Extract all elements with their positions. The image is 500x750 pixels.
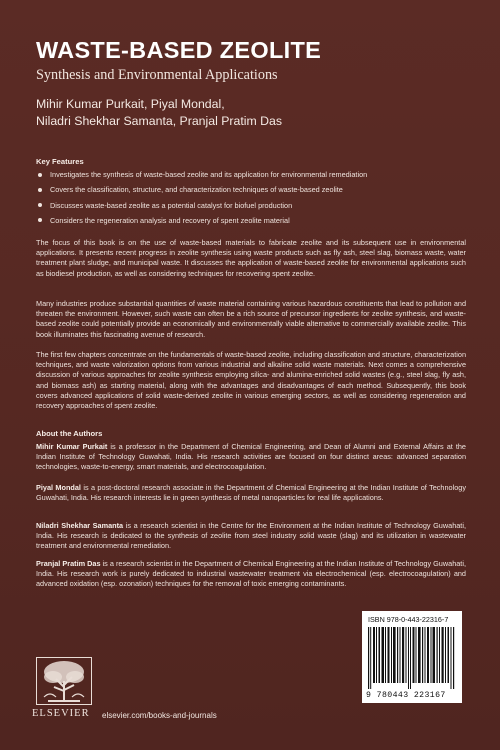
key-features-list [36,170,466,231]
authors-line: Mihir Kumar Purkait, Piyal Mondal, [36,97,225,111]
book-subtitle: Synthesis and Environmental Applications [36,67,278,83]
authors-line: Niladri Shekhar Samanta, Pranjal Pratim Das [36,114,283,128]
feature-item: Considers the regeneration analysis and recovery of spent zeolite material [36,216,466,225]
author-bio-text: is a post-doctoral research associate in the Department of Chemical Engineering at the Indian Institute of Technology Guwahati, India. His research interests lie in green synthesis of metal nanoparticles for real life applications. [36,483,466,503]
description-paragraph: The focus of this book is on the use of waste-based materials to fabricate zeolite and its subsequent use in environmental applications. It presents recent progress in zeolite synthesis using waste products such as fly ash, steel slag, biomass waste, water treatment plant sludge, and municipal waste. It discusses the application of waste-based zeolite for environmental applications such as biodiesel production, as well as considering techniques for recovering spent zeolite. [36,238,466,278]
author-name: Mihir Kumar Purkait [36,442,108,451]
barcode-number: 9 780443 223167 [366,691,446,700]
barcode [368,627,456,689]
author-name: Piyal Mondal [36,483,81,492]
author-bio-text: is a research scientist in the Department of Chemical Engineering at the Indian Institute of Technology Guwahati, India. His research work is purely dedicated to industrial wastewater treatment via electrochemical (esp. electrocoagulation) and advanced oxidation (esp. ozonation) techniques for the removal of toxic emerging contaminants. [36,559,466,589]
about-authors-heading: About the Authors [36,429,103,438]
author-name: Pranjal Pratim Das [36,559,101,568]
description-paragraph: Many industries produce substantial quantities of waste material containing various hazardous constituents that lead to pollution and threaten the environment. However, such waste can often be a rich source of precursor ingredients for zeolite synthesis, and waste-based zeolite could potentially provide an economically and environmentally viable alternative to commercially available zeolite. This book illuminates this fascinating avenue of research. [36,299,466,339]
author-name: Niladri Shekhar Samanta [36,521,124,530]
elsevier-tree-logo-icon [36,657,92,705]
author-bio-text: is a professor in the Department of Chemical Engineering, and Dean of Alumni and External Affairs at the Indian Institute of Technology Guwahati, India. His research activities are focused on four distinct areas: advanced separation technologies, waste-to-energy, smart materials, and electrocoagulation. [36,442,466,472]
feature-item: Covers the classification, structure, and characterization techniques of waste-based zeolite [36,185,466,194]
publisher-url[interactable]: elsevier.com/books-and-journals [102,711,217,720]
feature-item: Discusses waste-based zeolite as a potential catalyst for biofuel production [36,201,466,210]
author-bio [36,521,466,552]
author-bio-text: is a research scientist in the Centre for the Environment at the Indian Institute of Technology Guwahati, India. His research is dedicated to the synthesis of zeolite from steel industry solid waste (slag) and its utilization in wastewater treatment and environmental remediation. [36,521,466,551]
author-list [36,96,282,130]
feature-item: Investigates the synthesis of waste-based zeolite and its application for environmental remediation [36,170,466,179]
author-bio [36,559,466,590]
description-paragraph: The first few chapters concentrate on the fundamentals of waste-based zeolite, including classification and structure, characterization techniques, and waste valorization options from various industrial and alkaline solid waste materials. Next comes a comprehensive discussion of various approaches for zeolite synthesis employing silica- and alumina-enriched solid wastes (e.g., steel slag, fly ash, and biomass ash) as starting material, along with the advantages and disadvantages of each method. Subsequently, this book covers advanced applications of solid waste-derived zeolite in various emerging sectors, as well as considering regeneration and recovery approaches of spent zeolite. [36,350,466,411]
author-bio [36,483,466,503]
isbn-barcode-box [362,611,462,703]
publisher-name: ELSEVIER [32,708,90,719]
book-title: WASTE-BASED ZEOLITE [36,37,322,63]
key-features-heading: Key Features [36,157,84,166]
isbn-label: ISBN 978-0-443-22316-7 [368,615,449,624]
author-bio [36,442,466,473]
